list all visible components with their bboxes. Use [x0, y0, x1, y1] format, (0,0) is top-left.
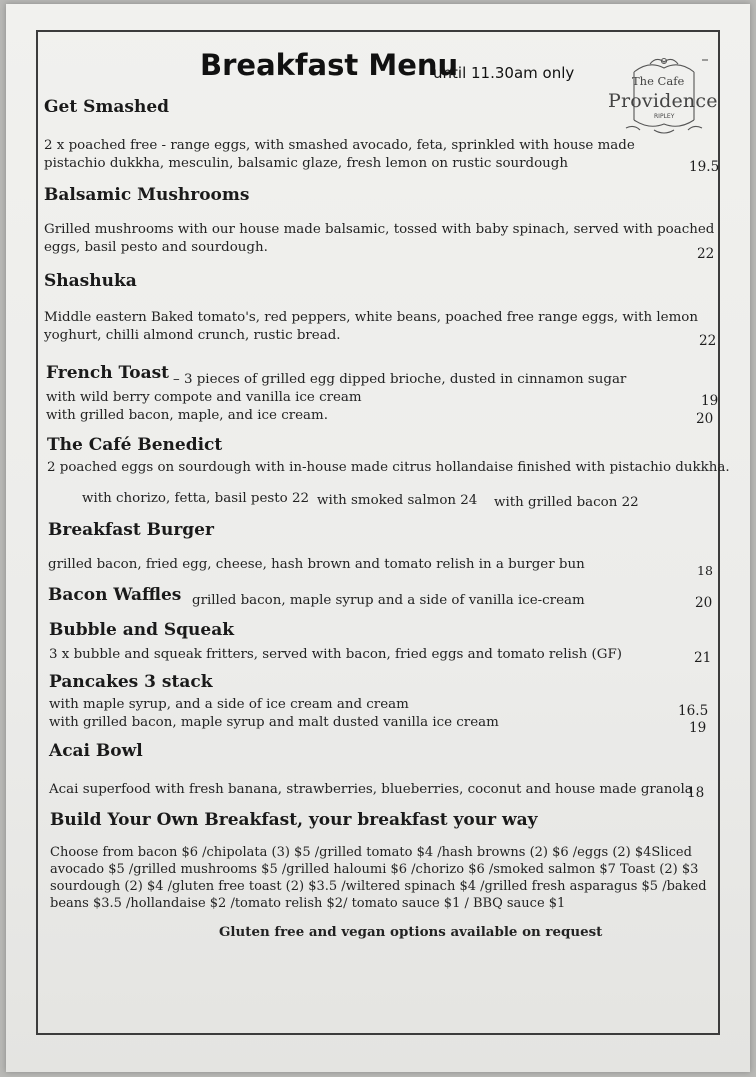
item-option-benedict-3: with grilled bacon 22	[494, 495, 639, 510]
menu-title: Breakfast Menu	[200, 48, 459, 82]
item-desc-bacon-waffles: grilled bacon, maple syrup and a side of vanilla ice-cream	[192, 593, 585, 608]
item-name-pancakes: Pancakes 3 stack	[49, 672, 213, 692]
item-desc-burger: grilled bacon, fried egg, cheese, hash brown and tomato relish in a burger bun	[48, 557, 585, 572]
item-price-get-smashed: 19.5	[689, 159, 720, 175]
item-name-acai: Acai Bowl	[49, 741, 143, 761]
item-desc-benedict: 2 poached eggs on sourdough with in-house made citrus hollandaise finished with pistachio dukkha.	[47, 460, 730, 475]
item-desc-get-smashed-1: 2 x poached free - range eggs, with smashed avocado, feta, sprinkled with house made	[44, 138, 635, 153]
item-name-build-your-own: Build Your Own Breakfast, your breakfast your way	[50, 810, 538, 830]
item-price-french-toast-1: 19	[701, 393, 719, 409]
item-desc-bubble-squeak: 3 x bubble and squeak fritters, served with bacon, fried eggs and tomato relish (GF)	[49, 647, 622, 662]
item-desc-french-toast: – 3 pieces of grilled egg dipped brioche, dusted in cinnamon sugar	[173, 372, 627, 387]
item-price-french-toast-2: 20	[696, 411, 714, 427]
item-option-pancakes-2: with grilled bacon, maple syrup and malt dusted vanilla ice cream	[49, 715, 499, 730]
item-price-acai: 18	[687, 785, 705, 801]
item-name-bubble-squeak: Bubble and Squeak	[49, 620, 235, 640]
item-name-burger: Breakfast Burger	[48, 520, 214, 540]
logo-text-the-cafe: The Cafe	[632, 74, 685, 88]
item-desc-get-smashed-2: pistachio dukkha, mesculin, balsamic glaze, fresh lemon on rustic sourdough	[44, 156, 568, 171]
byo-line-2: avocado $5 /grilled mushrooms $5 /grilled haloumi $6 /chorizo $6 /smoked salmon $7 Toast (2) $3	[50, 862, 699, 877]
item-name-french-toast: French Toast	[46, 363, 170, 383]
item-desc-balsamic-mushrooms-2: eggs, basil pesto and sourdough.	[44, 240, 268, 255]
item-price-bubble-squeak: 21	[694, 650, 712, 666]
item-name-shashuka: Shashuka	[44, 271, 137, 291]
item-option-benedict-1: with chorizo, fetta, basil pesto 22	[82, 491, 310, 506]
item-name-bacon-waffles: Bacon Waffles	[48, 585, 182, 605]
item-option-benedict-2: with smoked salmon 24	[317, 493, 478, 508]
item-name-balsamic-mushrooms: Balsamic Mushrooms	[44, 185, 250, 205]
item-option-french-toast-2: with grilled bacon, maple, and ice cream.	[46, 408, 328, 423]
byo-line-4: beans $3.5 /hollandaise $2 /tomato relish $2/ tomato sauce $1 / BBQ sauce $1	[50, 896, 566, 911]
item-price-pancakes-1: 16.5	[678, 703, 709, 719]
item-option-pancakes-1: with maple syrup, and a side of ice cream and cream	[49, 697, 409, 712]
byo-line-3: sourdough (2) $4 /gluten free toast (2) $3.5 /wiltered spinach $4 /grilled fresh asparagus $5 /baked	[50, 879, 707, 894]
item-price-bacon-waffles: 20	[695, 595, 713, 611]
menu-sheet	[6, 4, 750, 1072]
item-price-pancakes-2: 19	[689, 720, 707, 736]
cafe-logo	[604, 54, 724, 138]
byo-line-1: Choose from bacon $6 /chipolata (3) $5 /grilled tomato $4 /hash browns (2) $6 /eggs (2) $4Sliced	[50, 845, 692, 860]
logo-text-providence: Providence	[608, 90, 718, 112]
menu-subtitle: until 11.30am only	[433, 64, 575, 82]
dietary-note: Gluten free and vegan options available on request	[219, 924, 603, 940]
item-price-balsamic-mushrooms: 22	[697, 246, 715, 262]
item-price-burger: 18	[697, 563, 713, 578]
item-name-benedict: The Café Benedict	[47, 435, 223, 455]
item-desc-shashuka-1: Middle eastern Baked tomato's, red peppers, white beans, poached free range eggs, with lemon	[44, 310, 698, 325]
item-name-get-smashed: Get Smashed	[44, 97, 170, 117]
item-desc-shashuka-2: yoghurt, chilli almond crunch, rustic bread.	[44, 328, 341, 343]
item-desc-balsamic-mushrooms-1: Grilled mushrooms with our house made balsamic, tossed with baby spinach, served with poached	[44, 222, 715, 237]
item-option-french-toast-1: with wild berry compote and vanilla ice cream	[46, 390, 362, 405]
logo-text-ripley: RIPLEY	[654, 113, 675, 120]
item-price-shashuka: 22	[699, 333, 717, 349]
item-desc-acai: Acai superfood with fresh banana, strawberries, blueberries, coconut and house made granola	[49, 782, 693, 797]
